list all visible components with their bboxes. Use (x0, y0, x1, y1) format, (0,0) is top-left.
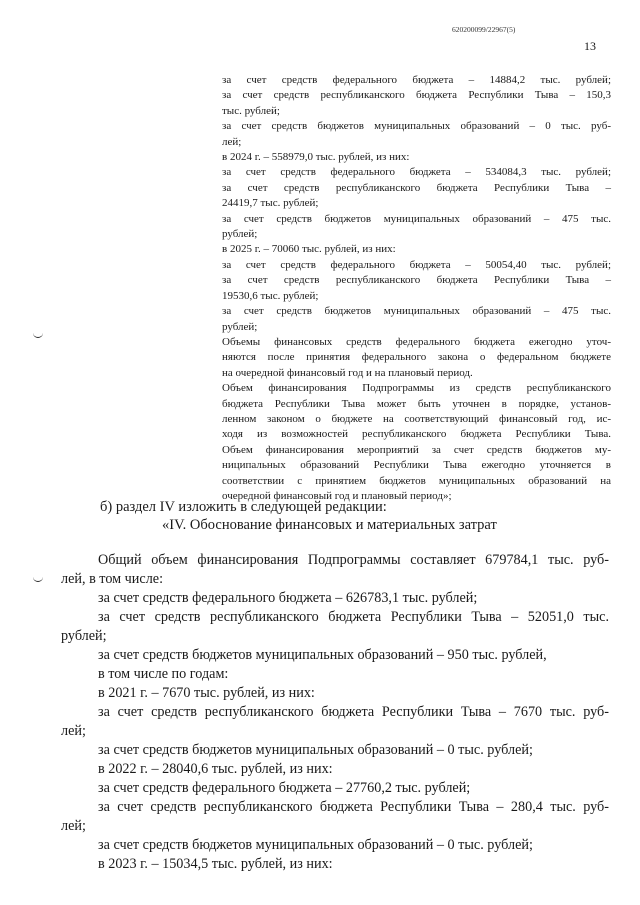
section-iv-body (61, 551, 609, 874)
text-line: Объемы финансовых средств федерального бюджета ежегодно уточ- (222, 335, 611, 348)
text-line: за счет средств федерального бюджета – 626783,1 тыс. рублей; (98, 590, 478, 606)
text-line: рублей; (61, 628, 107, 644)
text-line: Общий объем финансирования Подпрограммы составляет 679784,1 тыс. руб- (98, 552, 609, 568)
text-line: рублей; (222, 228, 258, 241)
text-line: за счет средств республиканского бюджета Республики Тыва – 52051,0 тыс. (98, 609, 609, 625)
text-line: бюджета Республики Тыва может быть уточнен в порядке, установ- (222, 397, 611, 410)
text-line: за счет средств республиканского бюджета Республики Тыва – 280,4 тыс. руб- (98, 799, 609, 815)
text-line: за счет средств республиканского бюджета Республики Тыва – (222, 181, 611, 194)
text-line: соответствии с принятием бюджетов муниципальных образований на (222, 474, 611, 487)
section-b-instruction: б) раздел IV изложить в следующей редакции: (100, 499, 387, 515)
page-number: 13 (584, 39, 596, 53)
section-iv-title: «IV. Обоснование финансовых и материальных затрат (162, 517, 497, 533)
text-line: 24419,7 тыс. рублей; (222, 197, 319, 210)
text-line: за счет средств бюджетов муниципальных образований – 475 тыс. (222, 212, 611, 225)
text-line: в 2022 г. – 28040,6 тыс. рублей, из них: (98, 761, 333, 777)
text-line: за счет средств федерального бюджета – 534084,3 тыс. рублей; (222, 166, 611, 179)
text-line: за счет средств федерального бюджета – 14884,2 тыс. рублей; (222, 74, 611, 86)
text-line: рублей; (222, 320, 258, 333)
document-id: 620200099/22967(5) (452, 25, 516, 34)
text-line: лей; (61, 818, 86, 834)
text-line: на очередной финансовый год и на плановый период. (222, 366, 473, 379)
text-line: лей; (61, 723, 86, 739)
text-line: лей; (222, 135, 242, 148)
text-line: за счет средств федерального бюджета – 50054,40 тыс. рублей; (222, 258, 611, 271)
text-line: Объем финансирования мероприятий за счет средств бюджетов му- (222, 443, 611, 456)
text-line: в 2024 г. – 558979,0 тыс. рублей, из них: (222, 151, 410, 164)
text-line: няются после принятия федерального закона о федеральном бюджете (222, 351, 611, 364)
text-line: ленном законом о бюджете на соответствующий финансовый год, ис- (222, 412, 611, 425)
text-line: тыс. рублей; (222, 104, 280, 117)
text-line: лей, в том числе: (61, 571, 164, 587)
text-line: за счет средств бюджетов муниципальных образований – 950 тыс. рублей, (98, 647, 547, 663)
text-line: Объем финансирования Подпрограммы из средств республиканского (222, 382, 611, 395)
text-line: ниципальных образований Республики Тыва ежегодно уточняется в (222, 459, 611, 472)
text-line: в 2023 г. – 15034,5 тыс. рублей, из них: (98, 856, 333, 872)
text-line: за счет средств бюджетов муниципальных образований – 0 тыс. рублей; (98, 742, 533, 758)
text-line: за счет средств республиканского бюджета Республики Тыва – (222, 274, 611, 287)
margin-mark (33, 576, 43, 582)
text-line: за счет средств бюджетов муниципальных образований – 475 тыс. (222, 305, 611, 318)
text-line: за счет средств бюджетов муниципальных образований – 0 тыс. рублей; (98, 837, 533, 853)
text-line: за счет средств республиканского бюджета Республики Тыва – 150,3 (222, 89, 611, 102)
text-line: в 2025 г. – 70060 тыс. рублей, из них: (222, 243, 396, 256)
text-line: за счет средств республиканского бюджета Республики Тыва – 7670 тыс. руб- (98, 704, 609, 720)
margin-mark (33, 332, 43, 338)
text-line: ходя из возможностей республиканского бюджета Республики Тыва. (222, 428, 611, 441)
text-line: в том числе по годам: (98, 666, 229, 682)
text-line: за счет средств федерального бюджета – 27760,2 тыс. рублей; (98, 780, 471, 796)
text-line: в 2021 г. – 7670 тыс. рублей, из них: (98, 685, 315, 701)
text-line: за счет средств бюджетов муниципальных образований – 0 тыс. руб- (222, 120, 611, 133)
text-line: очередной финансовый год и плановый период»; (222, 489, 452, 502)
text-line: 19530,6 тыс. рублей; (222, 289, 319, 302)
funding-details-block (222, 73, 611, 504)
